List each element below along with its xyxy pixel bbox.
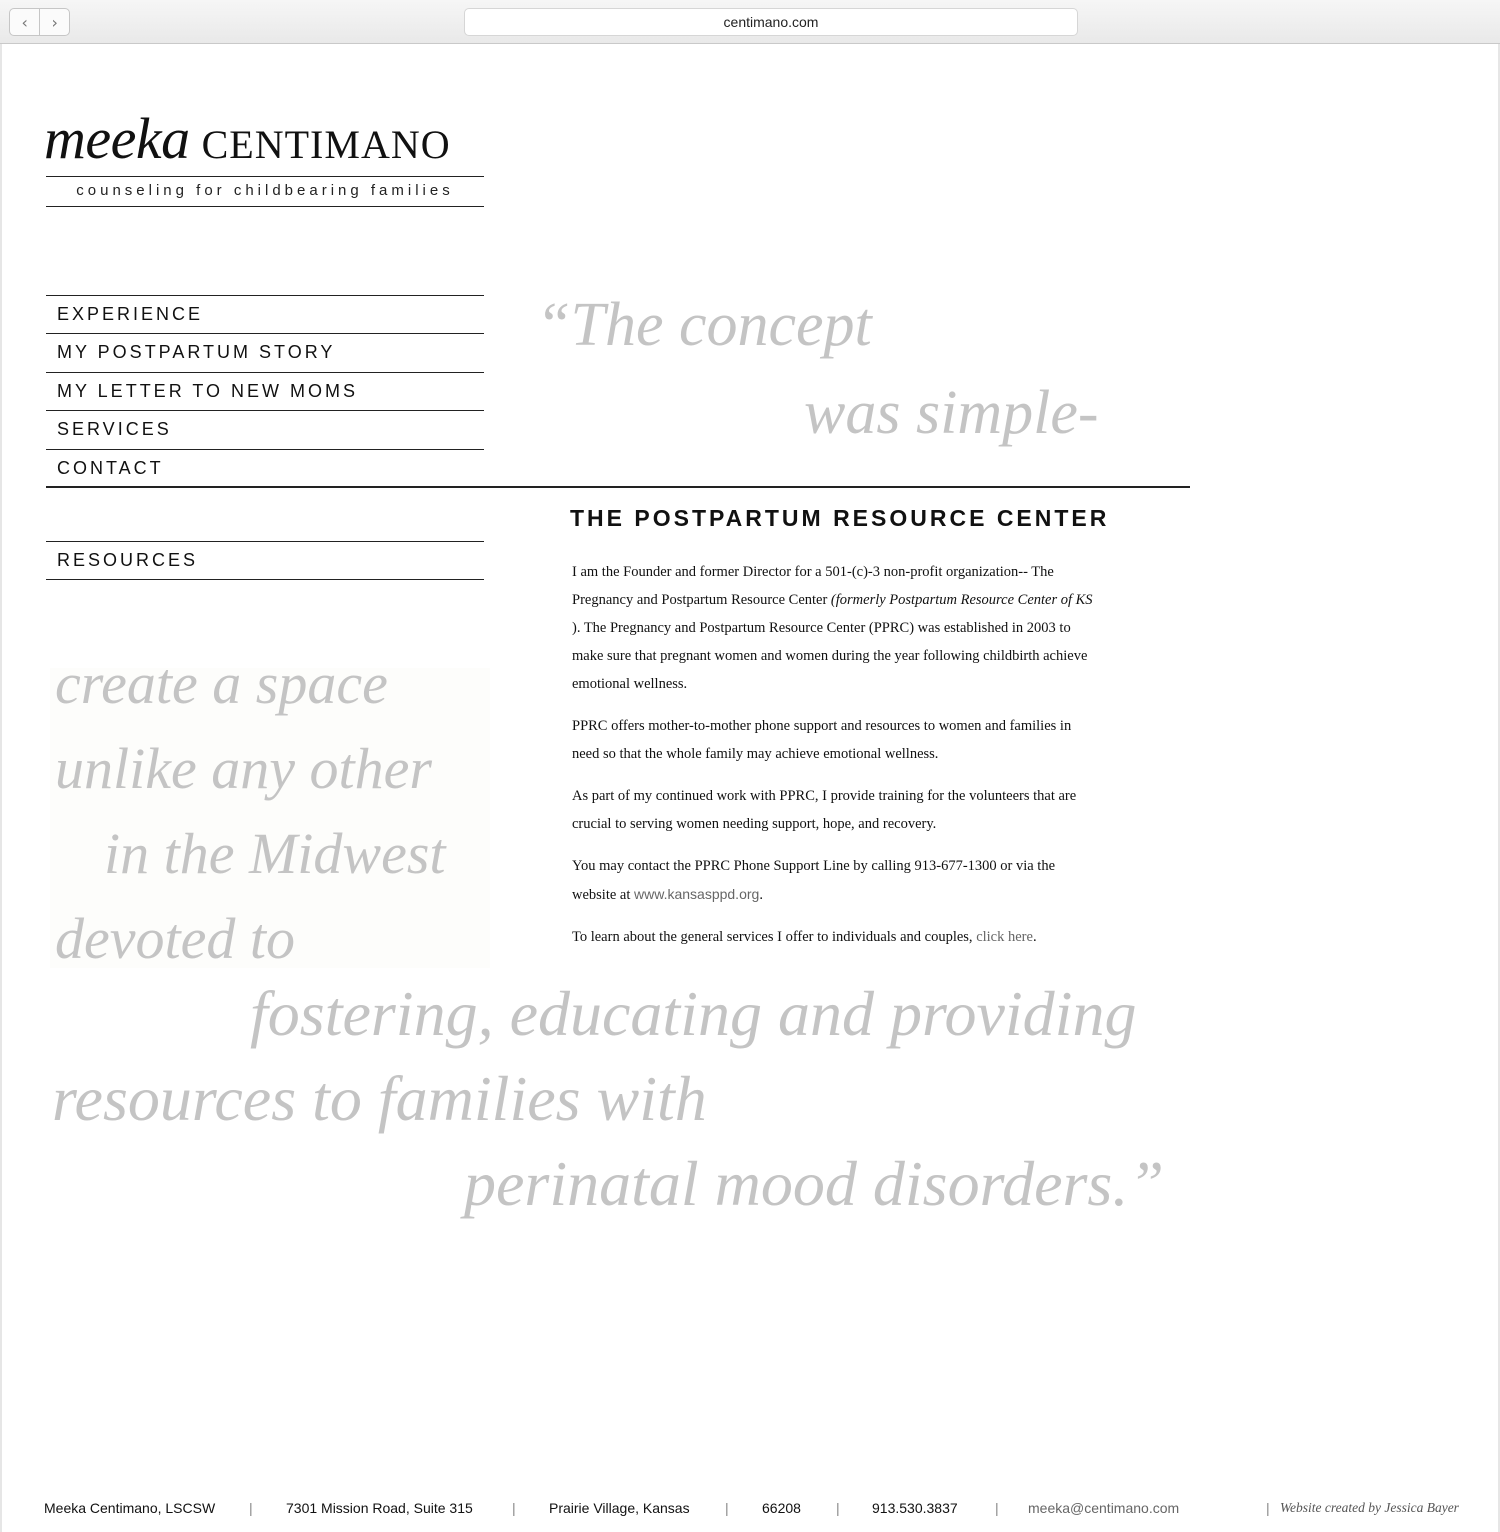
logo-tagline: counseling for childbearing families [46,176,484,207]
quote-line: in the Midwest [104,821,446,886]
main-content [570,505,1110,965]
paragraph [570,558,1100,698]
text-run: . [1032,929,1037,945]
nav-item-experience[interactable]: EXPERIENCE [46,295,484,333]
forward-arrow-icon[interactable]: › [39,9,69,35]
kansasppd-link[interactable]: www.kansasppd.org [634,886,760,902]
footer-phone: 913.530.3837 [872,1500,958,1516]
paragraph [570,923,1100,951]
logo-first-name: meeka [44,106,190,171]
text-run: . [759,887,763,903]
quote-line: fostering, educating and providing [250,978,1137,1049]
nav-item-resources[interactable]: RESOURCES [46,541,484,580]
logo-wordmark [44,105,484,172]
footer-email-link[interactable]: meeka@centimano.com [1028,1500,1180,1516]
quote-line: devoted to [55,906,295,971]
footer-separator: | [512,1500,516,1516]
text-run: You may contact the PPRC Phone Support Line by calling 913-677-1300 or via the website at [572,858,1056,903]
quote-line: resources to families with [52,1063,707,1134]
back-arrow-icon[interactable]: ‹ [21,12,28,32]
browser-toolbar [0,0,1500,44]
footer-separator: | [836,1500,840,1516]
footer-name: Meeka Centimano, LSCSW [44,1500,216,1516]
paragraph [570,852,1100,909]
nav-item-services[interactable]: SERVICES [46,410,484,448]
divider-rule [46,486,1190,488]
footer-credit: Website created by Jessica Bayer [1280,1500,1459,1515]
address-bar[interactable] [464,8,1078,36]
quote-line: “The concept [536,291,872,359]
text-run-italic: (formerly Postpartum Resource Center of KS [830,592,1093,608]
nav-item-letter-to-new-moms[interactable]: MY LETTER TO NEW MOMS [46,372,484,410]
url-text: centimano.com [723,14,819,30]
footer-separator: | [995,1500,999,1516]
quote-line: unlike any other [55,736,432,801]
paragraph: PPRC offers mother-to-mother phone support and resources to women and families in need so that the whole family may achieve emotional wellness. [572,718,1072,762]
footer-zip: 66208 [762,1500,801,1516]
footer-separator: | [725,1500,729,1516]
text-run: ). The Pregnancy and Postpartum Resource Center (PPRC) was established in 2003 to make sure that pregnant women and women during the year following childbirth achieve emotional wellness. [572,620,1088,692]
text-run: I am the Founder and former Director for a 501-(c)-3 non-profit organization-- The Pregnancy and Postpartum Resource Center [572,564,1054,608]
nav-item-contact[interactable]: CONTACT [46,449,484,487]
quote-line: perinatal mood disorders.” [464,1148,1164,1219]
paragraph: As part of my continued work with PPRC, I provide training for the volunteers that are crucial to serving women needing support, hope, and recovery. [572,788,1077,832]
footer-address: 7301 Mission Road, Suite 315 [286,1500,473,1516]
click-here-link[interactable]: click here [976,929,1033,945]
quote-line: was simple- [804,379,1099,447]
text-run: To learn about the general services I offer to individuals and couples, [572,929,977,945]
site-footer [44,1500,1484,1518]
site-logo[interactable] [44,105,484,199]
logo-last-name: CENTIMANO [201,122,451,167]
history-buttons [9,8,70,36]
footer-separator: | [1266,1500,1270,1516]
page-title: THE POSTPARTUM RESOURCE CENTER [570,505,1110,531]
footer-city: Prairie Village, Kansas [549,1500,690,1516]
footer-separator: | [249,1500,253,1516]
main-nav [46,295,484,487]
frame-edge-left [0,44,2,1532]
nav-item-postpartum-story[interactable]: MY POSTPARTUM STORY [46,333,484,371]
quote-line: create a space [55,651,388,716]
